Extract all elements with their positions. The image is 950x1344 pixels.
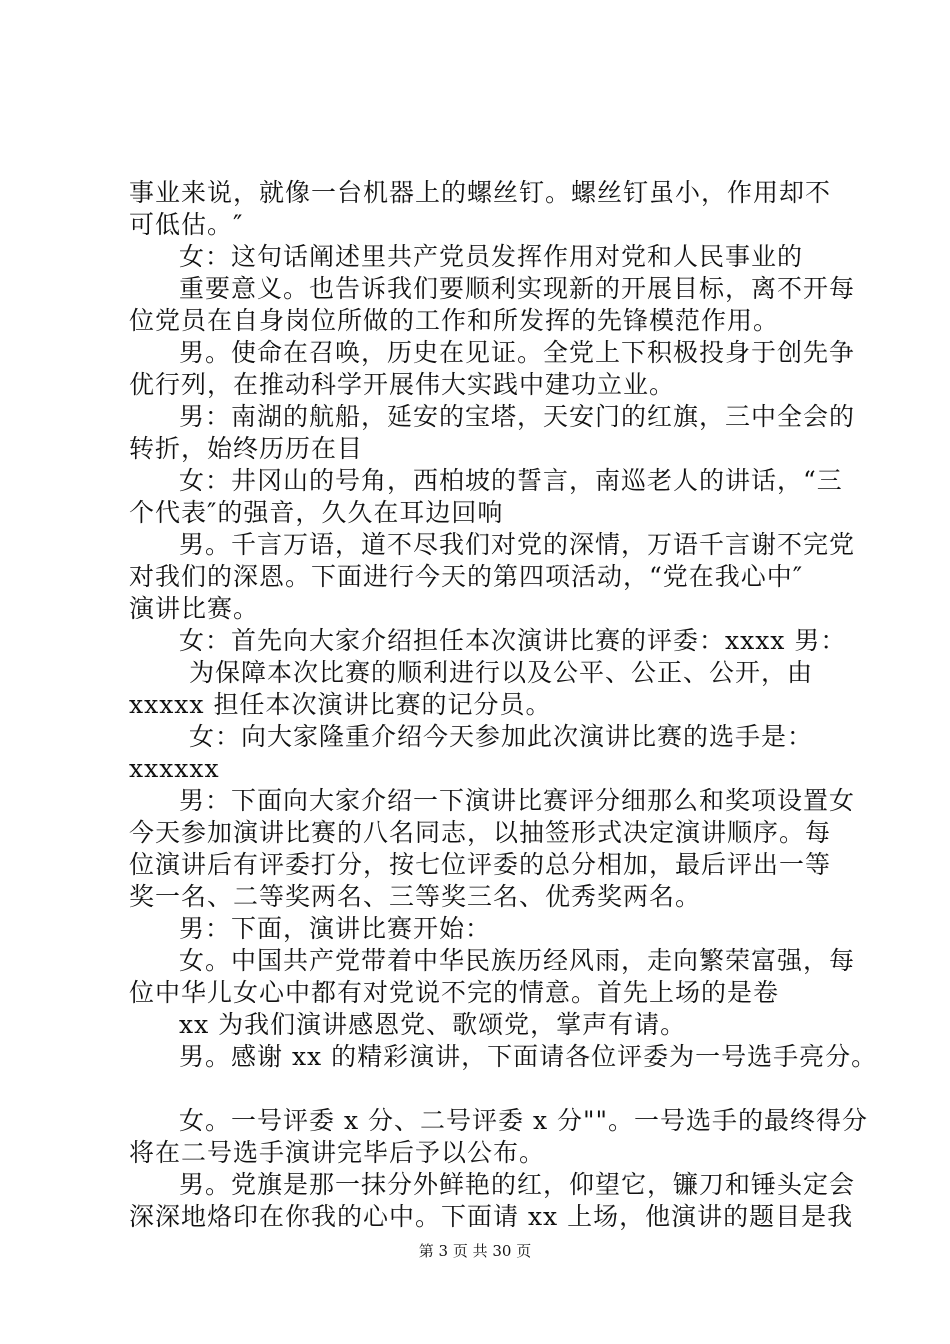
text-line: 女：井冈山的号角，西柏坡的誓言，南巡老人的讲话，“三 xyxy=(179,466,843,495)
text-line: 为保障本次比赛的顺利进行以及公平、公正、公开，由 xyxy=(189,658,814,687)
text-line: 转折，始终历历在目 xyxy=(129,434,364,463)
text-line: 女：这句话阐述里共产党员发挥作用对党和人民事业的 xyxy=(179,242,804,271)
text-line: xxxxx 担任本次演讲比赛的记分员。 xyxy=(129,690,552,719)
text-line: 可低估。″ xyxy=(129,210,244,239)
text-line: 男。使命在召唤，历史在见证。全党上下积极投身于创先争 xyxy=(179,338,856,367)
text-line: 男：南湖的航船，延安的宝塔，天安门的红旗，三中全会的 xyxy=(179,402,856,431)
text-line: 优行列，在推动科学开展伟大实践中建功立业。 xyxy=(129,370,676,399)
text-line: 男。感谢 xx 的精彩演讲，下面请各位评委为一号选手亮分。 xyxy=(179,1042,878,1071)
text-line: 位党员在自身岗位所做的工作和所发挥的先锋模范作用。 xyxy=(129,306,780,335)
text-line: 男。千言万语，道不尽我们对党的深情，万语千言谢不完党 xyxy=(179,530,856,559)
text-line: 男。党旗是那一抹分外鲜艳的红，仰望它，镰刀和锤头定会 xyxy=(179,1170,856,1199)
text-line: 深深地烙印在你我的心中。下面请 xx 上场，他演讲的题目是我 xyxy=(129,1202,854,1231)
page-footer: 第 3 页 共 30 页 xyxy=(418,1242,532,1260)
text-line: 男：下面，演讲比赛开始： xyxy=(179,914,492,943)
text-line: 女：向大家隆重介绍今天参加此次演讲比赛的选手是： xyxy=(189,722,814,751)
text-line: 位演讲后有评委打分，按七位评委的总分相加，最后评出一等 xyxy=(129,850,832,879)
text-line: 女：首先向大家介绍担任本次演讲比赛的评委：xxxx 男： xyxy=(179,626,847,655)
text-line: 重要意义。也告诉我们要顺利实现新的开展目标，离不开每 xyxy=(179,274,856,303)
text-line: xxxxxx xyxy=(129,754,220,783)
text-line: 男：下面向大家介绍一下演讲比赛评分细那么和奖项设置女 xyxy=(179,786,856,815)
text-line: 个代表″的强音，久久在耳边回响 xyxy=(129,498,504,527)
text-line: 演讲比赛。 xyxy=(129,594,260,623)
text-line: 女。中国共产党带着中华民族历经风雨，走向繁荣富强，每 xyxy=(179,946,856,975)
text-line: 今天参加演讲比赛的八名同志，以抽签形式决定演讲顺序。每 xyxy=(129,818,832,847)
text-line: 事业来说，就像一台机器上的螺丝钉。螺丝钉虽小，作用却不 xyxy=(129,178,832,207)
text-line: 将在二号选手演讲完毕后予以公布。 xyxy=(129,1138,546,1167)
text-line: 位中华儿女心中都有对党说不完的情意。首先上场的是卷 xyxy=(129,978,780,1007)
text-line: xx 为我们演讲感恩党、歌颂党，掌声有请。 xyxy=(179,1010,687,1039)
text-line: 对我们的深恩。下面进行今天的第四项活动，“党在我心中″ xyxy=(129,562,804,591)
text-line: 奖一名、二等奖两名、三等奖三名、优秀奖两名。 xyxy=(129,882,702,911)
text-line: 女。一号评委 x 分、二号评委 x 分""。一号选手的最终得分 xyxy=(179,1106,868,1135)
